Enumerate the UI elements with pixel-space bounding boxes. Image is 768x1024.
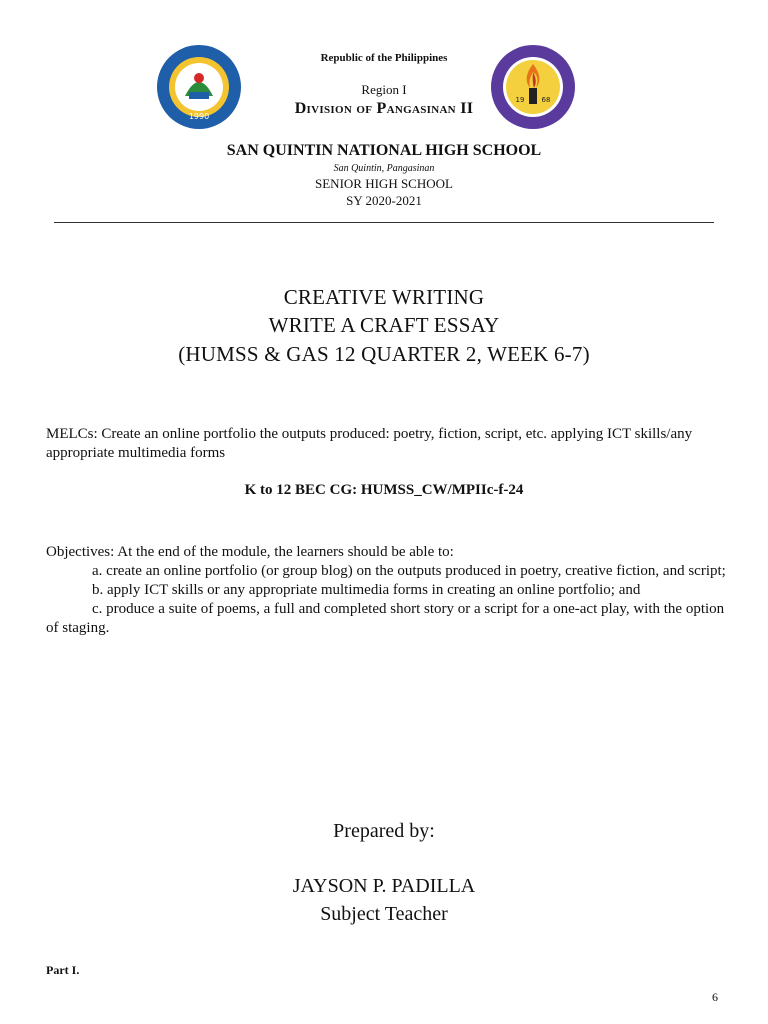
- teacher-role: Subject Teacher: [320, 903, 448, 925]
- header-divider: [54, 222, 714, 223]
- title-line-1: CREATIVE WRITING: [283, 285, 485, 309]
- objective-b: b. apply ICT skills or any appropriate multimedia forms in creating an online portfolio; and: [92, 582, 641, 598]
- title-line-3: (HUMSS & GAS 12 QUARTER 2, WEEK 6-7): [178, 342, 590, 366]
- page-number: 6: [712, 990, 718, 1004]
- objective-a: a. create an online portfolio (or group blog) on the outputs produced in poetry, creative fiction, and script;: [92, 563, 726, 579]
- melc-text: MELCs: Create an online portfolio the outputs produced: poetry, fiction, script, etc. applying ICT skills/any appropriate multimedia forms: [46, 426, 693, 461]
- objective-c: c. produce a suite of poems, a full and completed short story or a script for a one-act play, with the option of staging.: [46, 601, 725, 636]
- left-seal-year: 1990: [188, 112, 210, 121]
- republic-line: Republic of the Philippines: [320, 52, 448, 64]
- prepared-by-label: Prepared by:: [333, 820, 435, 842]
- teacher-name: JAYSON P. PADILLA: [292, 875, 476, 897]
- division-seal-logo: [156, 44, 242, 130]
- objectives-intro: Objectives: At the end of the module, the learners should be able to:: [46, 544, 454, 560]
- right-seal-year-b: 68: [541, 96, 551, 104]
- department-line: SENIOR HIGH SCHOOL: [315, 176, 453, 191]
- objectives-block: [46, 543, 736, 638]
- title-line-2: WRITE A CRAFT ESSAY: [268, 313, 500, 337]
- school-year: SY 2020-2021: [346, 193, 422, 208]
- school-seal-logo: [490, 44, 576, 130]
- curriculum-code: K to 12 BEC CG: HUMSS_CW/MPIIc-f-24: [244, 482, 524, 498]
- division-line: Division of Pangasinan II: [294, 100, 474, 117]
- school-name: SAN QUINTIN NATIONAL HIGH SCHOOL: [226, 142, 542, 159]
- region-line: Region I: [361, 82, 407, 97]
- school-address: San Quintin, Pangasinan: [333, 163, 435, 174]
- part-heading: Part I.: [46, 963, 80, 977]
- right-seal-year-a: 19: [515, 96, 525, 104]
